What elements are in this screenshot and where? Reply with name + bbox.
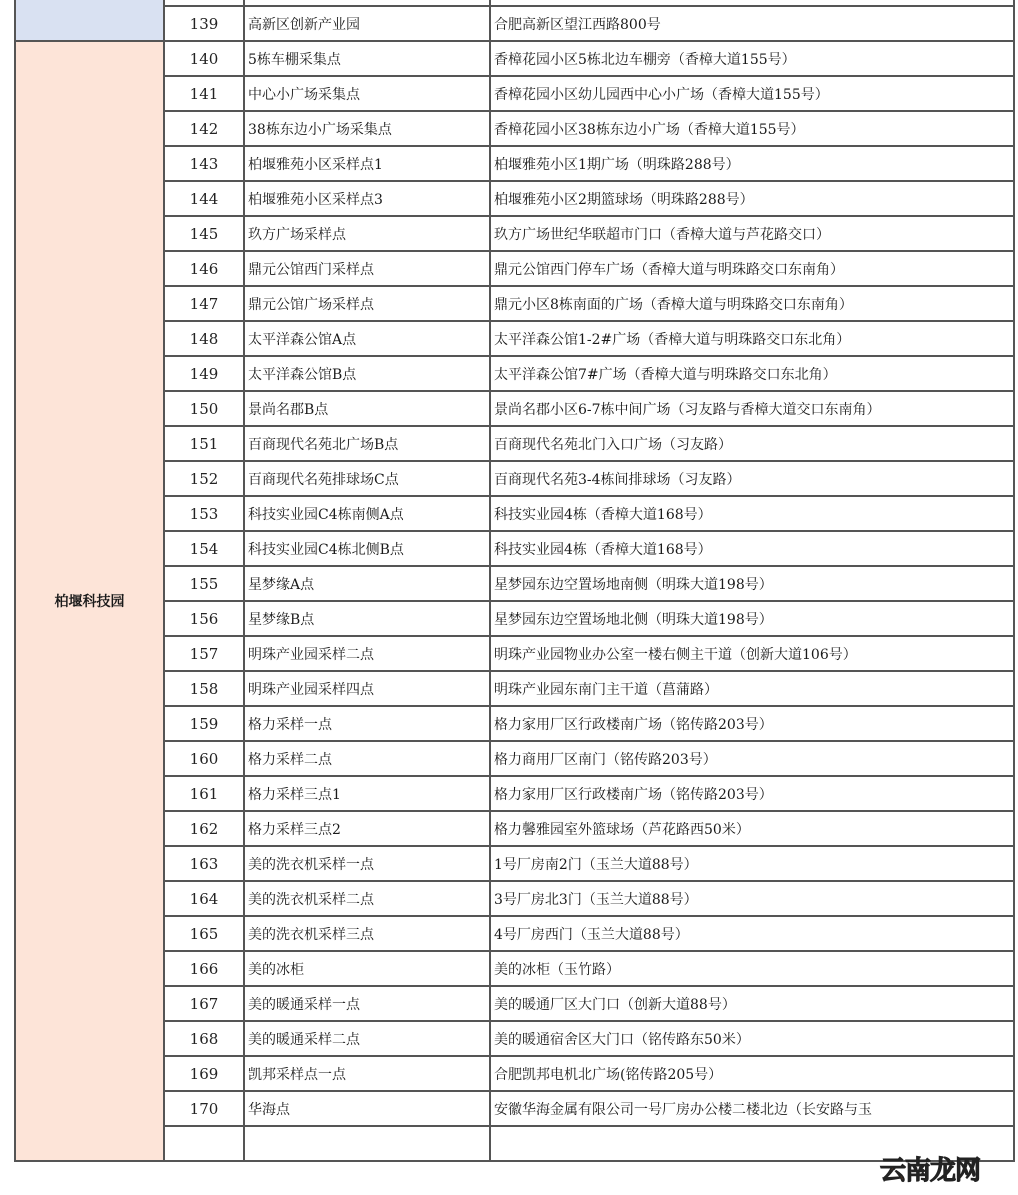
table-row — [15, 391, 1014, 426]
row-number-cell[interactable]: 168 — [164, 1021, 244, 1056]
address-cell[interactable]: 安徽华海金属有限公司一号厂房办公楼二楼北边（长安路与玉 — [490, 1091, 1014, 1126]
row-number-cell[interactable]: 164 — [164, 881, 244, 916]
address-cell[interactable]: 香樟花园小区38栋东边小广场（香樟大道155号） — [490, 111, 1014, 146]
row-number-cell[interactable]: 147 — [164, 286, 244, 321]
table-row — [15, 216, 1014, 251]
site-name-cell[interactable]: 中心小广场采集点 — [244, 76, 490, 111]
row-number-cell[interactable]: 139 — [164, 6, 244, 41]
row-number-cell[interactable]: 170 — [164, 1091, 244, 1126]
table-row — [15, 6, 1014, 41]
site-name-cell[interactable]: 太平洋森公馆B点 — [244, 356, 490, 391]
address-cell[interactable]: 柏堰雅苑小区2期篮球场（明珠路288号） — [490, 181, 1014, 216]
sampling-sites-table — [14, 0, 1015, 1162]
site-name-cell[interactable]: 太平洋森公馆A点 — [244, 321, 490, 356]
site-name-cell[interactable]: 科技实业园C4栋南侧A点 — [244, 496, 490, 531]
site-name-cell[interactable]: 美的暖通采样二点 — [244, 1021, 490, 1056]
table-row — [15, 881, 1014, 916]
address-cell[interactable]: 科技实业园4栋（香樟大道168号） — [490, 496, 1014, 531]
address-cell[interactable]: 太平洋森公馆7#广场（香樟大道与明珠路交口东北角） — [490, 356, 1014, 391]
watermark-logo — [880, 1150, 980, 1187]
address-cell[interactable]: 明珠产业园东南门主干道（菖蒲路） — [490, 671, 1014, 706]
table-row — [15, 1021, 1014, 1056]
table-row — [15, 286, 1014, 321]
address-cell[interactable]: 星梦园东边空置场地南侧（明珠大道198号） — [490, 566, 1014, 601]
district-cell[interactable] — [15, 0, 164, 41]
table-row — [15, 671, 1014, 706]
site-name-cell[interactable]: 美的冰柜 — [244, 951, 490, 986]
row-number-cell[interactable]: 141 — [164, 76, 244, 111]
address-cell[interactable]: 香樟花园小区5栋北边车棚旁（香樟大道155号） — [490, 41, 1014, 76]
table-row — [15, 986, 1014, 1021]
row-number-cell[interactable]: 151 — [164, 426, 244, 461]
table-row — [15, 496, 1014, 531]
row-number-cell[interactable]: 167 — [164, 986, 244, 1021]
table-row — [15, 916, 1014, 951]
row-number-cell[interactable]: 152 — [164, 461, 244, 496]
table-row — [15, 601, 1014, 636]
site-name-cell[interactable]: 格力采样二点 — [244, 741, 490, 776]
address-cell[interactable]: 太平洋森公馆1-2#广场（香樟大道与明珠路交口东北角） — [490, 321, 1014, 356]
address-cell[interactable]: 明珠产业园物业办公室一楼右侧主干道（创新大道106号） — [490, 636, 1014, 671]
address-cell[interactable]: 柏堰雅苑小区1期广场（明珠路288号） — [490, 146, 1014, 181]
table-row — [15, 426, 1014, 461]
table-row — [15, 461, 1014, 496]
table-row — [15, 76, 1014, 111]
row-number-cell[interactable]: 145 — [164, 216, 244, 251]
address-cell[interactable]: 合肥高新区望江西路800号 — [490, 6, 1014, 41]
address-cell[interactable]: 格力馨雅园室外篮球场（芦花路西50米） — [490, 811, 1014, 846]
table-row — [15, 636, 1014, 671]
site-name-cell[interactable]: 明珠产业园采样二点 — [244, 636, 490, 671]
site-name-cell[interactable]: 格力采样三点1 — [244, 776, 490, 811]
row-number-cell[interactable]: 143 — [164, 146, 244, 181]
table-row — [15, 146, 1014, 181]
row-number-cell[interactable]: 162 — [164, 811, 244, 846]
address-cell[interactable]: 玖方广场世纪华联超市门口（香樟大道与芦花路交口） — [490, 216, 1014, 251]
site-name-cell[interactable]: 格力采样一点 — [244, 706, 490, 741]
row-number-cell[interactable] — [164, 1126, 244, 1161]
table-row — [15, 846, 1014, 881]
site-name-cell[interactable]: 美的洗衣机采样二点 — [244, 881, 490, 916]
site-name-cell[interactable]: 美的洗衣机采样三点 — [244, 916, 490, 951]
site-name-cell[interactable]: 凯邦采样点一点 — [244, 1056, 490, 1091]
watermark-part2: 龙网 — [930, 1156, 981, 1186]
row-number-cell[interactable]: 153 — [164, 496, 244, 531]
address-cell[interactable]: 鼎元小区8栋南面的广场（香樟大道与明珠路交口东南角） — [490, 286, 1014, 321]
table-row — [15, 181, 1014, 216]
site-name-cell[interactable]: 美的暖通采样一点 — [244, 986, 490, 1021]
row-number-cell[interactable]: 157 — [164, 636, 244, 671]
site-name-cell[interactable]: 鼎元公馆西门采样点 — [244, 251, 490, 286]
table-row — [15, 41, 1014, 76]
row-number-cell[interactable]: 146 — [164, 251, 244, 286]
spreadsheet — [14, 0, 1015, 1162]
address-cell[interactable]: 科技实业园4栋（香樟大道168号） — [490, 531, 1014, 566]
row-number-cell[interactable]: 140 — [164, 41, 244, 76]
row-number-cell[interactable]: 165 — [164, 916, 244, 951]
address-cell[interactable]: 格力家用厂区行政楼南广场（铭传路203号） — [490, 706, 1014, 741]
site-name-cell[interactable]: 百商现代名苑排球场C点 — [244, 461, 490, 496]
site-name-cell[interactable]: 百商现代名苑北广场B点 — [244, 426, 490, 461]
site-name-cell[interactable]: 高新区创新产业园 — [244, 6, 490, 41]
address-cell[interactable]: 美的暖通厂区大门口（创新大道88号） — [490, 986, 1014, 1021]
row-number-cell[interactable]: 144 — [164, 181, 244, 216]
table-row — [15, 251, 1014, 286]
site-name-cell[interactable] — [244, 1126, 490, 1161]
table-row — [15, 951, 1014, 986]
site-name-cell[interactable]: 玖方广场采样点 — [244, 216, 490, 251]
address-cell[interactable]: 4号厂房西门（玉兰大道88号） — [490, 916, 1014, 951]
address-cell[interactable]: 百商现代名苑北门入口广场（习友路） — [490, 426, 1014, 461]
row-number-cell[interactable]: 150 — [164, 391, 244, 426]
row-number-cell[interactable]: 158 — [164, 671, 244, 706]
row-number-cell[interactable]: 163 — [164, 846, 244, 881]
site-name-cell[interactable]: 科技实业园C4栋北侧B点 — [244, 531, 490, 566]
row-number-cell[interactable]: 159 — [164, 706, 244, 741]
table-row — [15, 1126, 1014, 1161]
watermark-part1: 云南 — [880, 1156, 931, 1186]
row-number-cell[interactable]: 155 — [164, 566, 244, 601]
table-row — [15, 111, 1014, 146]
address-cell[interactable]: 鼎元公馆西门停车广场（香樟大道与明珠路交口东南角） — [490, 251, 1014, 286]
site-name-cell[interactable]: 5栋车棚采集点 — [244, 41, 490, 76]
site-name-cell[interactable]: 星梦缘A点 — [244, 566, 490, 601]
row-number-cell[interactable]: 142 — [164, 111, 244, 146]
site-name-cell[interactable]: 华海点 — [244, 1091, 490, 1126]
site-name-cell[interactable]: 美的洗衣机采样一点 — [244, 846, 490, 881]
address-cell[interactable]: 星梦园东边空置场地北侧（明珠大道198号） — [490, 601, 1014, 636]
table-row — [15, 566, 1014, 601]
row-number-cell[interactable]: 149 — [164, 356, 244, 391]
table-row — [15, 356, 1014, 391]
row-number-cell[interactable]: 148 — [164, 321, 244, 356]
row-number-cell[interactable]: 154 — [164, 531, 244, 566]
row-number-cell[interactable]: 156 — [164, 601, 244, 636]
address-cell[interactable]: 格力家用厂区行政楼南广场（铭传路203号） — [490, 776, 1014, 811]
site-name-cell[interactable]: 明珠产业园采样四点 — [244, 671, 490, 706]
row-number-cell[interactable]: 160 — [164, 741, 244, 776]
table-row — [15, 811, 1014, 846]
site-name-cell[interactable]: 鼎元公馆广场采样点 — [244, 286, 490, 321]
address-cell[interactable]: 合肥凯邦电机北广场(铭传路205号） — [490, 1056, 1014, 1091]
address-cell[interactable]: 百商现代名苑3-4栋间排球场（习友路） — [490, 461, 1014, 496]
site-name-cell[interactable]: 柏堰雅苑小区采样点1 — [244, 146, 490, 181]
address-cell[interactable]: 格力商用厂区南门（铭传路203号） — [490, 741, 1014, 776]
table-row — [15, 531, 1014, 566]
site-name-cell[interactable]: 星梦缘B点 — [244, 601, 490, 636]
row-number-cell[interactable]: 161 — [164, 776, 244, 811]
table-row — [15, 706, 1014, 741]
address-cell[interactable]: 3号厂房北3门（玉兰大道88号） — [490, 881, 1014, 916]
address-cell[interactable]: 美的暖通宿舍区大门口（铭传路东50米） — [490, 1021, 1014, 1056]
row-number-cell[interactable]: 169 — [164, 1056, 244, 1091]
address-cell[interactable]: 景尚名郡小区6-7栋中间广场（习友路与香樟大道交口东南角） — [490, 391, 1014, 426]
table-row — [15, 741, 1014, 776]
district-cell[interactable]: 柏堰科技园 — [15, 41, 164, 1161]
site-name-cell[interactable]: 景尚名郡B点 — [244, 391, 490, 426]
table-row — [15, 1056, 1014, 1091]
table-row — [15, 776, 1014, 811]
site-name-cell[interactable]: 38栋东边小广场采集点 — [244, 111, 490, 146]
table-row — [15, 1091, 1014, 1126]
address-cell[interactable]: 香樟花园小区幼儿园西中心小广场（香樟大道155号） — [490, 76, 1014, 111]
address-cell[interactable]: 美的冰柜（玉竹路） — [490, 951, 1014, 986]
table-row — [15, 321, 1014, 356]
site-name-cell[interactable]: 格力采样三点2 — [244, 811, 490, 846]
row-number-cell[interactable]: 166 — [164, 951, 244, 986]
address-cell[interactable]: 1号厂房南2门（玉兰大道88号） — [490, 846, 1014, 881]
site-name-cell[interactable]: 柏堰雅苑小区采样点3 — [244, 181, 490, 216]
